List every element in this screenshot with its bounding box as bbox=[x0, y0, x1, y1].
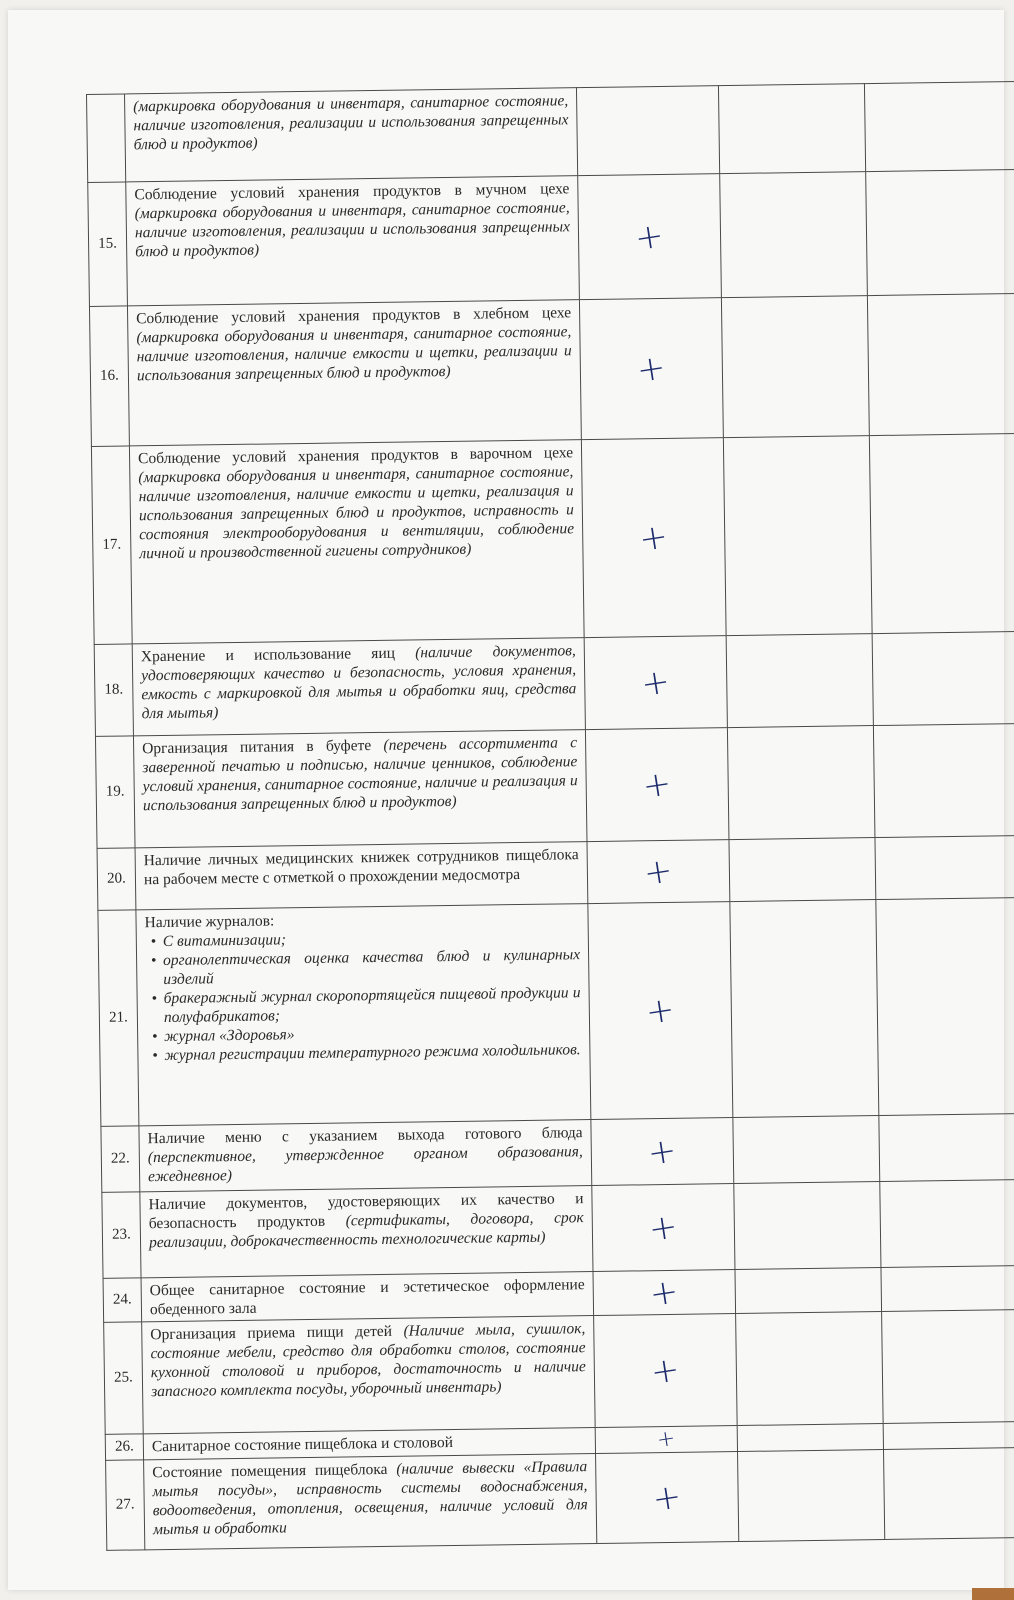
table-row bbox=[91, 433, 1014, 644]
row-title: Состояние помещения пищеблока bbox=[152, 1460, 388, 1482]
row-number: 17. bbox=[91, 446, 132, 645]
row-number: 27. bbox=[106, 1460, 145, 1551]
row-description bbox=[129, 440, 584, 644]
row-description bbox=[136, 904, 591, 1126]
empty-cell bbox=[875, 835, 1014, 899]
mark-cell bbox=[581, 438, 726, 638]
row-detail: (маркировка оборудования и инвентаря, санитарное состояние, наличие изготовления, наличие емкости и щетки, реализации и использования запрещенных блюд и продуктов) bbox=[136, 323, 572, 385]
mark-cell bbox=[578, 174, 722, 300]
row-number: 23. bbox=[102, 1192, 141, 1279]
table-row bbox=[106, 1447, 1014, 1550]
handwritten-plus-mark: + bbox=[645, 1129, 680, 1174]
handwritten-plus-mark: + bbox=[655, 1425, 678, 1454]
checklist-table bbox=[86, 81, 1014, 1551]
empty-cell bbox=[736, 1312, 884, 1426]
row-description bbox=[135, 842, 588, 910]
empty-cell bbox=[866, 169, 1014, 295]
list-item: • бракеражный журнал скоропортящейся пищевой продукции и полуфабрикатов; bbox=[164, 983, 581, 1027]
row-title: Общее санитарное состояние и эстетическое оформление обеденного зала bbox=[149, 1276, 585, 1319]
row-description bbox=[139, 1120, 592, 1192]
mark-cell bbox=[579, 298, 723, 440]
mark-cell bbox=[584, 636, 727, 730]
handwritten-plus-mark: + bbox=[638, 660, 673, 705]
empty-cell bbox=[734, 1182, 881, 1270]
mark-cell bbox=[592, 1184, 735, 1272]
row-number: 24. bbox=[103, 1278, 142, 1323]
empty-cell bbox=[738, 1449, 885, 1541]
empty-cell bbox=[729, 838, 876, 902]
empty-cell bbox=[735, 1268, 882, 1314]
empty-cell bbox=[864, 81, 1014, 171]
row-description bbox=[142, 1316, 596, 1434]
row-title: Наличие меню с указанием выхода готового блюда bbox=[147, 1124, 583, 1148]
empty-cell bbox=[880, 1179, 1014, 1267]
empty-cell bbox=[718, 84, 865, 174]
row-title: Хранение и использование яиц bbox=[140, 644, 396, 666]
mark-cell bbox=[596, 1452, 739, 1544]
row-detail: (перспективное, утвержденное органом образования, ежедневное) bbox=[147, 1143, 583, 1186]
row-description bbox=[127, 300, 581, 446]
row-title: Соблюдение условий хранения продуктов в мучном цехе bbox=[134, 180, 570, 204]
row-detail: (Наличие мыла, сушилок, состояние мебели, средство для обработки столов, состояние кухонной столовой и приборов, достаточность и наличие запасного комплекта посуды, уборочный инвентарь) bbox=[150, 1320, 586, 1401]
handwritten-plus-mark: + bbox=[646, 1205, 681, 1250]
empty-cell bbox=[884, 1447, 1014, 1539]
row-number: 20. bbox=[97, 848, 136, 911]
table-row bbox=[98, 897, 1014, 1126]
handwritten-plus-mark: + bbox=[640, 762, 675, 807]
empty-cell bbox=[733, 1116, 880, 1184]
row-title: Наличие документов, удостоверяющих их качество и безопасность продуктов bbox=[148, 1190, 584, 1233]
handwritten-plus-mark: + bbox=[632, 214, 667, 259]
row-detail: (маркировка оборудования и инвентаря, санитарное состояние, наличие изготовления, наличие емкости и щетки, реализация и использования запрещенных блюд и продуктов, исправность и состояния электрооборудования и вентиляции, соблюдение личной и производственной гигиены сотрудников) bbox=[138, 463, 575, 563]
row-number: 15. bbox=[88, 182, 128, 307]
row-title: Санитарное состояние пищеблока и столовой bbox=[151, 1434, 454, 1456]
mark-cell bbox=[593, 1270, 736, 1316]
handwritten-plus-mark: + bbox=[647, 1270, 682, 1315]
mark-cell bbox=[595, 1426, 737, 1454]
empty-cell bbox=[882, 1309, 1014, 1423]
table-row bbox=[89, 293, 1014, 446]
list-item: • органолептическая оценка качества блюд и кулинарных изделий bbox=[163, 945, 580, 989]
table-row bbox=[101, 1113, 1014, 1192]
row-description bbox=[132, 638, 585, 736]
row-number: 16. bbox=[89, 306, 129, 447]
row-number: 26. bbox=[105, 1434, 143, 1461]
row-detail: (наличие документов, удостоверяющих качество и безопасность, условия хранения, емкость с маркировкой для мытья и обработки яиц, средства для мытья) bbox=[141, 642, 577, 723]
row-title: Наличие журналов: bbox=[144, 912, 275, 932]
table-row bbox=[87, 81, 1014, 182]
row-title: Соблюдение условий хранения продуктов в варочном цехе bbox=[137, 444, 574, 468]
empty-cell bbox=[883, 1421, 1014, 1449]
row-description bbox=[133, 730, 587, 848]
row-title: Соблюдение условий хранения продуктов в хлебном цехе bbox=[136, 304, 572, 328]
empty-cell bbox=[872, 631, 1014, 725]
empty-cell bbox=[720, 172, 868, 298]
row-title: Организация питания в буфете bbox=[142, 737, 372, 758]
mark-cell bbox=[576, 86, 719, 176]
table-row bbox=[95, 723, 1014, 848]
empty-cell bbox=[721, 296, 869, 438]
page-edge-strip bbox=[972, 1588, 1014, 1600]
list-item: • журнал регистрации температурного режима холодильников. bbox=[164, 1040, 581, 1065]
journal-list bbox=[145, 926, 582, 1065]
row-number: 18. bbox=[94, 644, 133, 737]
mark-cell bbox=[588, 902, 733, 1120]
handwritten-plus-mark: + bbox=[634, 346, 669, 391]
handwritten-plus-mark: + bbox=[636, 515, 671, 560]
row-number bbox=[87, 94, 126, 183]
row-detail: (маркировка оборудования и инвентаря, санитарное состояние, наличие изготовления, реализации и использования запрещенных блюд и продуктов) bbox=[134, 199, 571, 261]
list-item: • журнал «Здоровья» bbox=[164, 1021, 581, 1046]
empty-cell bbox=[730, 900, 879, 1118]
row-description bbox=[125, 88, 578, 182]
row-detail: (перечень ассортимента с заверенной печатью и подписью, наличие ценников, соблюдение условий хранения, санитарное состояние, наличие и реализация и использования запрещенных блюд и продуктов) bbox=[142, 734, 578, 815]
row-number: 25. bbox=[104, 1322, 144, 1435]
empty-cell bbox=[737, 1423, 883, 1451]
row-title: Наличие личных медицинских книжек сотрудников пищеблока на рабочем месте с отметкой о прохождении медосмотра bbox=[143, 846, 579, 889]
table-row bbox=[88, 169, 1014, 306]
table-row bbox=[102, 1179, 1014, 1278]
mark-cell bbox=[587, 840, 730, 904]
row-description bbox=[140, 1186, 593, 1278]
handwritten-plus-mark: + bbox=[650, 1475, 685, 1520]
table-row bbox=[94, 631, 1014, 736]
handwritten-plus-mark: + bbox=[648, 1348, 683, 1393]
row-number: 19. bbox=[95, 736, 135, 849]
empty-cell bbox=[881, 1265, 1014, 1311]
empty-cell bbox=[726, 634, 873, 728]
handwritten-plus-mark: + bbox=[641, 849, 676, 894]
empty-cell bbox=[879, 1113, 1014, 1181]
empty-cell bbox=[727, 726, 875, 840]
row-number: 21. bbox=[98, 910, 139, 1127]
mark-cell bbox=[591, 1118, 734, 1186]
row-description bbox=[126, 176, 580, 306]
empty-cell bbox=[867, 293, 1014, 435]
empty-cell bbox=[723, 436, 872, 636]
list-item: • С витаминизации; bbox=[163, 926, 580, 951]
row-description bbox=[141, 1272, 594, 1322]
row-detail: (сертификаты, договора, срок реализации, доброкачественность технологические карты) bbox=[148, 1209, 584, 1252]
document-content bbox=[86, 81, 1014, 1551]
row-title: Организация приема пищи детей bbox=[150, 1322, 393, 1344]
table-row bbox=[104, 1309, 1014, 1434]
mark-cell bbox=[585, 728, 729, 842]
row-description bbox=[144, 1454, 597, 1550]
empty-cell bbox=[869, 433, 1014, 633]
handwritten-plus-mark: + bbox=[643, 988, 678, 1033]
document-page bbox=[8, 10, 1004, 1590]
empty-cell bbox=[876, 897, 1014, 1115]
row-detail: (наличие вывески «Правила мытья посуды», исправность системы водоснабжения, водоотведения, отопления, освещения, наличие условий для мытья и обработки bbox=[152, 1458, 588, 1539]
row-number: 22. bbox=[101, 1126, 140, 1193]
row-detail: (маркировка оборудования и инвентаря, санитарное состояние, наличие изготовления, реализации и использования запрещенных блюд и продуктов) bbox=[133, 92, 569, 154]
empty-cell bbox=[873, 723, 1014, 837]
mark-cell bbox=[594, 1314, 738, 1428]
